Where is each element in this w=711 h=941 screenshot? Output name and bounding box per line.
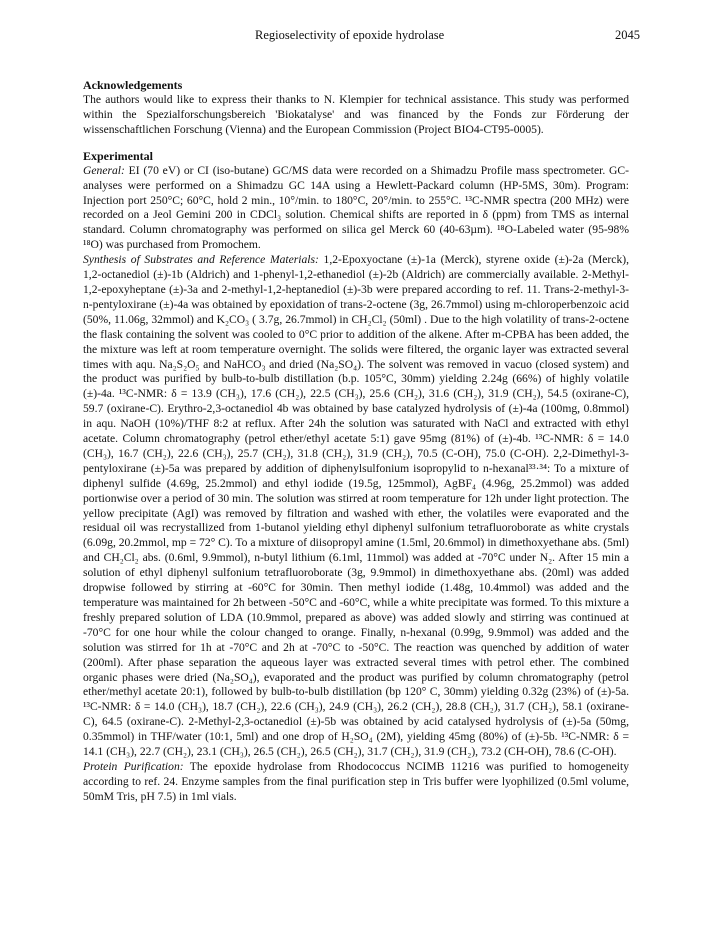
page-number: 2045 — [615, 28, 640, 42]
running-head — [0, 28, 711, 48]
body-text — [83, 78, 629, 805]
synthesis-paragraph — [83, 253, 629, 760]
protein-paragraph — [83, 760, 629, 805]
synthesis-text: 1,2-Epoxyoctane (±)-1a (Merck), styrene oxide (±)-2a (Merck), 1,2-octanediol (±)-1b (Aldrich) and 1-phenyl-1,2-ethanediol (±)-2b (Aldrich) are commercially available. 2-Methyl-1,2-epoxyheptane (±)-3a and 2-methyl-1,2-heptanediol (±)-3b were prepared according to ref. 11. Trans-2-methyl-3-n-pentyloxirane (±)-4a was obtained by epoxidation of trans-2-octene (3g, 26.7mmol) using m-chloroperbenzoic acid (50%, 11.06g, 32mmol) and K₂CO₃ ( 3.7g, 26.7mmol) in CH₂Cl₂ (50ml) . Due to the high volatility of trans-2-octene the flask containing the solvent was cooled to 0°C prior to addition of the alkene. After m-CPBA has been added, the the mixture was left at room temperature overnight. The solids were filtered, the organic layer was extracted several times with aqu. Na₂S₂O₅ and NaHCO₃ and dried (Na₂SO₄). The solvent was removed in vacuo (closed system) and the product was purified by bulb-to-bulb distillation (b.p. 105°C, 30mm) yielding 2.24g (66%) of highly volatile (±)-4a. ¹³C-NMR: δ = 13.9 (CH₃), 17.6 (CH₂), 22.5 (CH₃), 25.6 (CH₂), 31.6 (CH₂), 31.9 (CH₂), 54.5 (oxirane-C), 59.7 (oxirane-C). Erythro-2,3-octanediol 4b was obtained by base catalyzed hydrolysis of (±)-4a (100mg, 0.8mmol) in aqu. NaOH (10%)/THF 8:2 at reflux. After 24h the solution was saturated with NaCl and extracted with ethyl acetate. Column chromatography (petrol ether/ethyl acetate 5:1) gave 95mg (81%) of (±)-4b. ¹³C-NMR: δ = 14.0 (CH₃), 16.7 (CH₂), 22.6 (CH₃), 25.7 (CH₂), 31.8 (CH₂), 31.9 (CH₂), 70.5 (C-OH), 75.0 (C-OH). 2,2-Dimethyl-3-pentyloxirane (±)-5a was prepared by addition of diphenylsulfonium isopropylid to n-hexanal³³·³⁴: To a mixture of diphenyl sulfide (4.69g, 25.2mmol) and ethyl iodide (19.5g, 125mmol), AgBF₄ (4.96g, 25.2mmol) was added portionwise over a period of 30 min. The solution was stirred at room temperature for 12h under light protection. The yellow precipitate (AgI) was removed by filtration and washed with ether, the volatiles were evaporated and the residual oil was recrystallized from 1-butanol yielding ethyl diphenyl sulfonium tetrafluoroborate as white crystals (6.09g, 20.2mmol, mp = 72° C). To a mixture of diisopropyl amine (1.5ml, 20.6mmol) in dimethoxyethane abs. (5ml) and CH₂Cl₂ abs. (0.6ml, 9.9mmol), n-butyl lithium (6.1ml, 11mmol) was added at -70°C under N₂. After 15 min a solution of ethyl diphenyl sulfonium tetrafluoroborate (3g, 9.9mmol) in dimethoxyethane abs. (20ml) was added dropwise followed by stirring at -60°C for 30min. Then methyl iodide (1.48g, 10.4mmol) was added and the temperature was maintained for 2h between -50°C and -60°C, while a white precipitate was formed. To this mixture a freshly prepared solution of LDA (10.9mmol, prepared as above) was added slowly and stirring was continued at -70°C for one hour while the colour changed to orange. Finally, n-hexanal (0.99g, 9.9mmol) was added and the solution was stirred for 1h at -70°C and 2h at -70°C to -50°C. The reaction was quenched by addition of water (200ml). After phase separation the aqueous layer was extracted several times with petrol ether. The combined organic phases were dried (Na₂SO₄), evaporated and the product was purified by column chromatography (petrol ether/methyl acetate 20:1), followed by bulb-to-bulb distillation (bp 120° C, 30mm) yielding 0.32g (23%) of (±)-5a. ¹³C-NMR: δ = 14.0 (CH₃), 18.7 (CH₂), 22.6 (CH₃), 24.9 (CH₃), 26.2 (CH₂), 28.8 (CH₂), 31.7 (CH₂), 58.1 (oxirane-C), 64.5 (oxirane-C). 2-Methyl-2,3-octanediol (±)-5b was obtained by acid catalysed hydrolysis of (±)-5a (50mg, 0.35mmol) in THF/water (10:1, 5ml) and one drop of H₂SO₄ (2M), yielding 45mg (80%) of (±)-5b. ¹³C-NMR: δ = 14.1 (CH₃), 22.7 (CH₂), 23.1 (CH₃), 26.5 (CH₂), 26.5 (CH₂), 31.7 (CH₂), 31.9 (CH₂), 73.2 (CH-OH), 78.6 (C-OH). — [83, 253, 629, 759]
acknowledgements-text: The authors would like to express their thanks to N. Klempier for technical assistance. This study was performed within the Spezialforschungsbereich 'Biokatalyse' and was financed by the Fonds zur Förderung der wissenschaftlichen Forschung (Vienna) and the European Commission (Project BIO4-CT95-0005). — [83, 93, 629, 136]
general-paragraph — [83, 164, 629, 253]
general-text: EI (70 eV) or CI (iso-butane) GC/MS data were recorded on a Shimadzu Profile mass spectrometer. GC-analyses were performed on a Shimadzu GC 14A using a Hewlett-Packard column (HP-5MS, 30m). Program: Injection port 250°C; 60°C, hold 2 min., 10°/min. to 180°C, 20°/min. to 255°C. ¹³C-NMR spectra (200 MHz) were recorded on a Jeol Gemini 200 in CDCl₃ solution. Chemical shifts are reported in δ (ppm) from TMS as internal standard. Column chromatography was performed on silica gel Merck 60 (40-63µm). ¹⁸O-Labeled water (95-98% ¹⁸O) was purchased from Promochem. — [83, 163, 629, 252]
general-label: General: — [83, 163, 125, 177]
protein-text: The epoxide hydrolase from Rhodococcus NCIMB 11216 was purified to homogeneity according to ref. 24. Enzyme samples from the final purification step in Tris buffer were lyophilized (0.5ml volume, 50mM Tris, pH 7.5) in 1ml vials. — [83, 759, 629, 803]
synthesis-label: Synthesis of Substrates and Reference Materials: — [83, 253, 319, 267]
experimental-heading: Experimental — [83, 148, 153, 163]
protein-label: Protein Purification: — [83, 759, 184, 773]
section-gap — [83, 138, 629, 149]
running-title: Regioselectivity of epoxide hydrolase — [255, 28, 445, 42]
acknowledgements-heading: Acknowledgements — [83, 78, 183, 92]
